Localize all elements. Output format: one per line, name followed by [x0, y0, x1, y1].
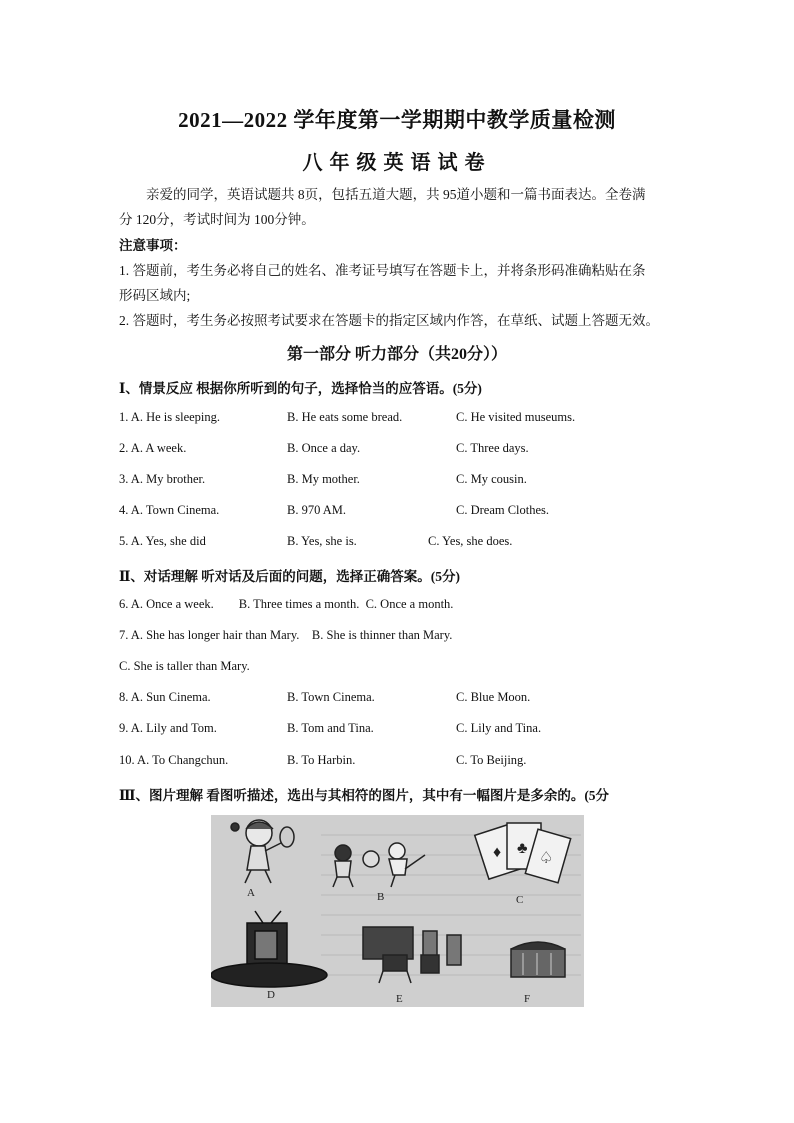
- tennis-girl-picture: [231, 820, 294, 883]
- picture-panel: [211, 815, 584, 1007]
- q9-option-c: C. Lily and Tina.: [456, 721, 542, 735]
- q1-option-b: B. He eats some bread.: [287, 410, 403, 424]
- q3-option-a: 3. A. My brother.: [119, 472, 206, 486]
- notes-heading: 注意事项：: [119, 238, 187, 253]
- intro-line-1: 亲爱的同学，英语试题共 8页，包括五道大题，共 95道小题和一篇书面表达。全卷满: [146, 187, 646, 202]
- q8-option-a: 8. A. Sun Cinema.: [119, 690, 211, 704]
- picture-drawings: [211, 815, 584, 1007]
- q3-option-c: C. My cousin.: [456, 472, 527, 486]
- part1-heading: 第一部分 听力部分（共20分））: [286, 346, 507, 363]
- q5-option-b: B. Yes, she is.: [287, 534, 357, 548]
- q2-option-c: C. Three days.: [456, 441, 529, 455]
- picture-label-c: C: [516, 894, 524, 906]
- q4-option-c: C. Dream Clothes.: [456, 503, 550, 517]
- intro-line-2: 分 120分，考试时间为 100分钟。: [119, 212, 315, 227]
- note-item-2: 2. 答题时，考生务必按照考试要求在答题卡的指定区域内作答，在草纸、试题上答题无效。: [119, 313, 659, 328]
- q10-option-c: C. To Beijing.: [456, 753, 527, 767]
- football-boys-picture: [333, 843, 425, 887]
- q5-option-c: C. Yes, she does.: [428, 534, 513, 548]
- playing-cards-picture: [475, 823, 571, 883]
- q5-option-a: 5. A. Yes, she did: [119, 534, 206, 548]
- svg-text:♦: ♦: [493, 844, 502, 861]
- section3-heading: Ⅲ、图片理解 看图听描述，选出与其相符的图片，其中有一幅图片是多余的。(5分: [119, 788, 610, 803]
- note-item-1-line-1: 1. 答题前，考生务必将自己的姓名、准考证号填写在答题卡上，并将条形码准确粘贴在条: [119, 263, 646, 278]
- picture-label-f: F: [524, 993, 531, 1005]
- q7-options-line-1: 7. A. She has longer hair than Mary. B. She is thinner than Mary.: [119, 628, 453, 642]
- svg-text:♤: ♤: [539, 850, 554, 867]
- section1-heading: Ⅰ、情景反应 根据你所听到的句子，选择恰当的应答语。(5分): [119, 381, 482, 396]
- q1-option-a: 1. A. He is sleeping.: [119, 410, 221, 424]
- q8-option-b: B. Town Cinema.: [287, 690, 375, 704]
- waterfall-picture: [511, 942, 565, 977]
- section2-heading: Ⅱ、对话理解 听对话及后面的问题，选择正确答案。(5分): [119, 569, 460, 584]
- q2-option-a: 2. A. A week.: [119, 441, 187, 455]
- picture-label-e: E: [396, 993, 403, 1005]
- television-picture: [211, 911, 327, 987]
- note-item-1-line-2: 形码区域内;: [119, 288, 191, 303]
- q7-options-line-2: C. She is taller than Mary.: [119, 659, 250, 673]
- q9-option-b: B. Tom and Tina.: [287, 721, 374, 735]
- q10-option-b: B. To Harbin.: [287, 753, 356, 767]
- q6-options: 6. A. Once a week. B. Three times a month. C. Once a month.: [119, 597, 454, 611]
- q3-option-b: B. My mother.: [287, 472, 360, 486]
- picture-label-a: A: [247, 887, 255, 899]
- exam-subtitle: 八年级英语试卷: [302, 152, 492, 174]
- q1-option-c: C. He visited museums.: [456, 410, 576, 424]
- q10-option-a: 10. A. To Changchun.: [119, 753, 229, 767]
- q9-option-a: 9. A. Lily and Tom.: [119, 721, 217, 735]
- exam-title: 2021—2022 学年度第一学期期中教学质量检测: [178, 108, 616, 132]
- q4-option-a: 4. A. Town Cinema.: [119, 503, 220, 517]
- q2-option-b: B. Once a day.: [287, 441, 361, 455]
- q4-option-b: B. 970 AM.: [287, 503, 347, 517]
- q8-option-c: C. Blue Moon.: [456, 690, 531, 704]
- svg-text:♣: ♣: [517, 840, 528, 857]
- picture-label-d: D: [267, 989, 275, 1001]
- picture-label-b: B: [377, 891, 385, 903]
